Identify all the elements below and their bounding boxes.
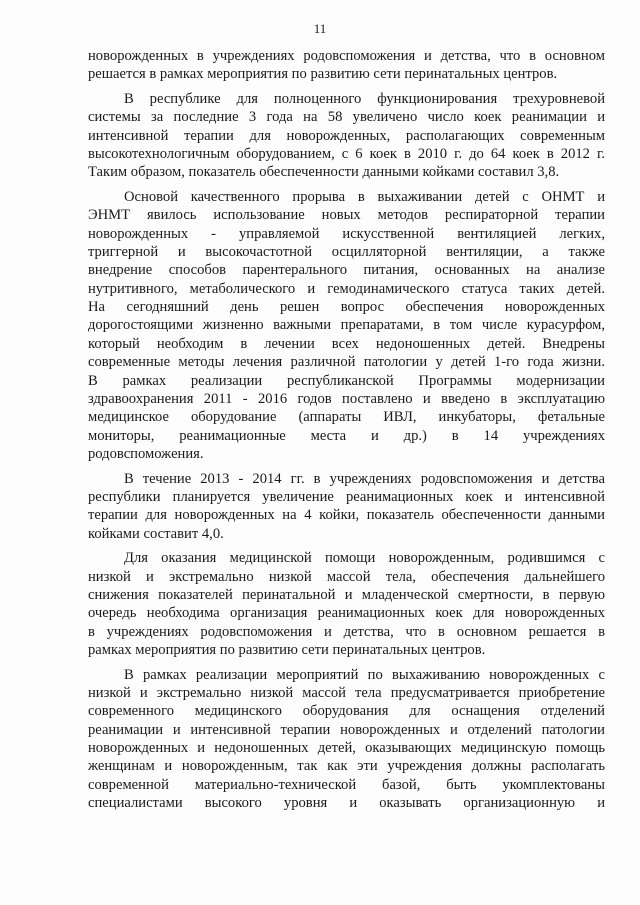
text-line: современные методы лечения различной патологии у детей 1-го года жизни. [88, 354, 605, 371]
text-line: который необходим в лечении всех недоношенных детей. Внедрены [88, 335, 605, 352]
body-text [88, 47, 605, 813]
text-line: новорожденных - управляемой искусственной вентиляцией легких, [88, 225, 605, 242]
text-line: дорогостоящими жизненно важными препаратами, в том числе курасурфом, [88, 317, 605, 334]
text-line: современного медицинского оборудования для оснащения отделений [88, 703, 605, 720]
text-line: снижения показателей перинатальной и младенческой смертности, в первую [88, 586, 605, 603]
text-line: триггерной и высокочастотной осцилляторной вентиляции, а также [88, 243, 605, 260]
page-number: 11 [313, 21, 327, 36]
paragraph [88, 470, 605, 544]
text-line: решается в рамках мероприятия по развитию сети перинатальных центров. [88, 66, 558, 83]
paragraph [88, 666, 605, 813]
text-line: Таким образом, показатель обеспеченности данными койками составил 3,8. [88, 164, 560, 181]
text-line: системы за последние 3 года на 58 увеличено число коек реанимации и [88, 109, 605, 126]
text-line: родовспоможения. [88, 446, 204, 463]
text-line: В республике для полноценного функционирования трехуровневой [124, 90, 605, 107]
text-line: специалистами высокого уровня и оказывать организационную и [88, 795, 605, 812]
text-line: нутритивного, метаболического и гемодинамического статуса таких детей. [88, 280, 605, 297]
text-line: ЭНМТ явилось использование новых методов респираторной терапии [88, 207, 605, 224]
paragraph [88, 47, 605, 84]
text-line: медицинское оборудование (аппараты ИВЛ, инкубаторы, фетальные [88, 409, 605, 426]
text-line: низкой и экстремально низкой массой тела предусматривается приобретение [88, 684, 605, 701]
text-line: реанимации и интенсивной терапии новорожденных и отделений патологии [88, 721, 605, 738]
paragraph [88, 188, 605, 464]
text-line: На сегодняшний день решен вопрос обеспечения новорожденных [88, 299, 605, 316]
text-line: койками составит 4,0. [88, 525, 224, 542]
text-line: в учреждениях родовспоможения и детства, что в основном решается в [88, 623, 605, 640]
text-line: республики планируется увеличение реанимационных коек и интенсивной [88, 488, 605, 505]
text-line: здравоохранения 2011 - 2016 годов поставлено и введено в эксплуатацию [88, 391, 605, 408]
text-line: рамках мероприятия по развитию сети перинатальных центров. [88, 642, 486, 659]
text-line: высокотехнологичным оборудованием, с 6 коек в 2010 г. до 64 коек в 2012 г. [88, 145, 605, 162]
text-line: новорожденных и недоношенных детей, оказывающих медицинскую помощь [88, 740, 605, 757]
paragraph [88, 90, 605, 182]
text-line: Основой качественного прорыва в выхаживании детей с ОНМТ и [124, 188, 605, 205]
text-line: терапии для новорожденных на 4 койки, показатель обеспеченности данными [88, 507, 605, 524]
text-line: В рамках реализации республиканской Программы модернизации [88, 372, 605, 389]
text-line: интенсивной терапии для новорожденных, располагающих современным [88, 127, 605, 144]
text-line: очередь необходима организация реанимационных коек для новорожденных [88, 605, 605, 622]
text-line: В течение 2013 - 2014 гг. в учреждениях родовспоможения и детства [124, 470, 605, 487]
text-line: низкой и экстремально низкой массой тела, обеспечения дальнейшего [88, 568, 605, 585]
text-line: новорожденных в учреждениях родовспоможения и детства, что в основном [88, 48, 605, 64]
text-line: Для оказания медицинской помощи новорожденным, родившимся с [124, 550, 605, 567]
text-line: В рамках реализации мероприятий по выхаживанию новорожденных с [124, 666, 605, 683]
text-line: современной материально-технической базой, быть укомплектованы [88, 776, 605, 793]
paragraph [88, 549, 605, 659]
text-line: женщинам и новорожденным, так как эти учреждения должны располагать [88, 758, 605, 775]
text-line: мониторы, реанимационные места и др.) в 14 учреждениях [88, 427, 605, 444]
text-line: внедрение способов парентерального питания, основанных на анализе [88, 262, 605, 279]
